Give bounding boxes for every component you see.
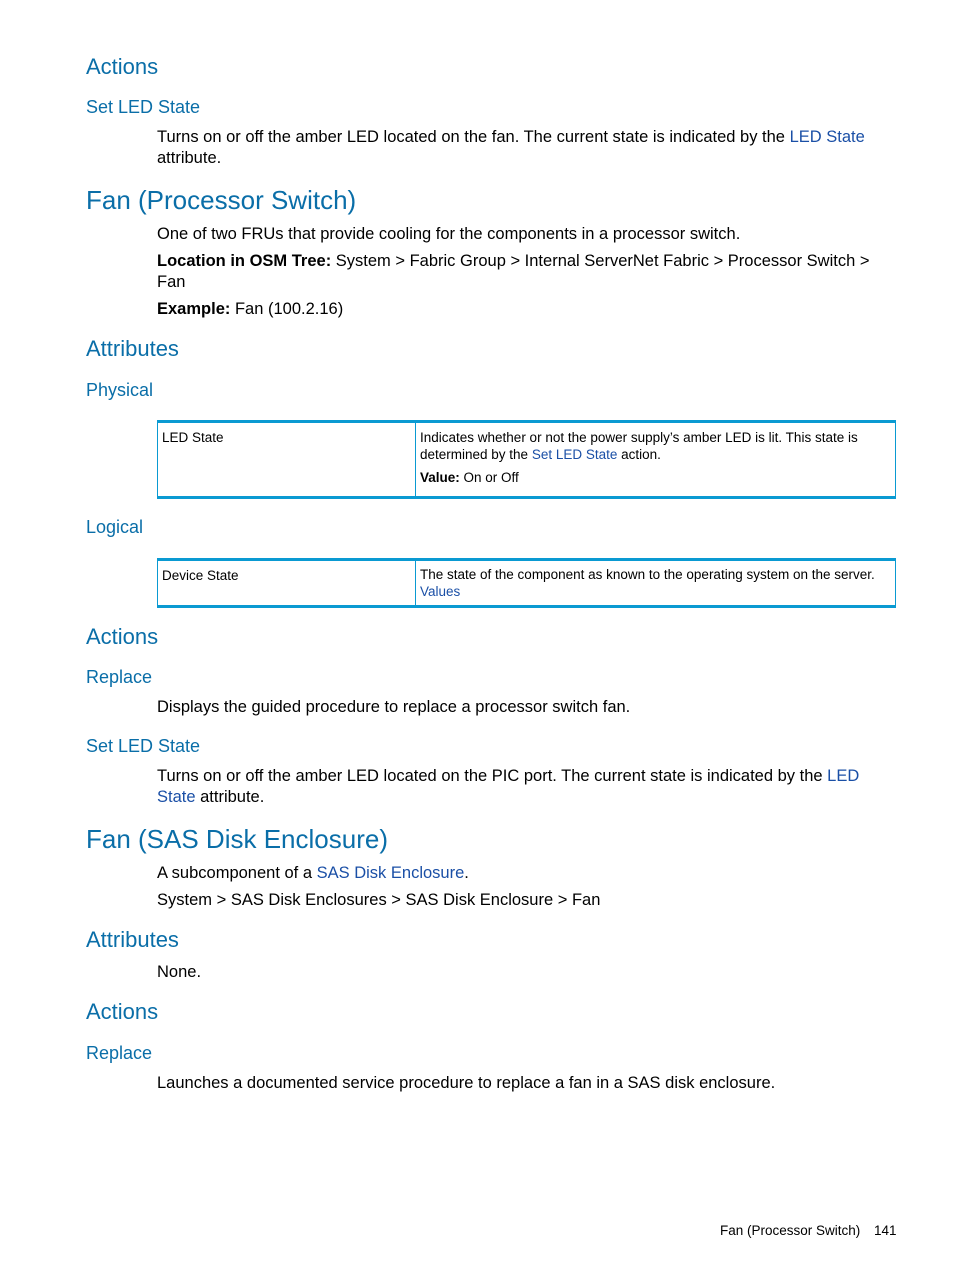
set-led-state-heading: Set LED State [86,736,201,756]
replace-description: Displays the guided procedure to replace a processor switch fan. [157,698,631,716]
fan-ps-intro: One of two FRUs that provide cooling for the components in a processor switch. [157,225,741,243]
fan-sas-disk-enclosure-title: Fan (SAS Disk Enclosure) [86,824,388,854]
logical-heading: Logical [86,517,144,537]
set-led-state-heading: Set LED State [86,97,201,117]
attribute-description-cell [416,423,895,496]
values-link[interactable]: Values [420,584,461,599]
replace-heading: Replace [86,667,153,687]
set-led-state-description [157,127,897,169]
description-text: Turns on or off the amber LED located on the fan. The current state is indicated by the [157,128,790,146]
attribute-name-cell [158,561,416,605]
value-label: Value: [420,470,460,485]
example-value: Fan (100.2.16) [230,300,344,318]
description-text: Turns on or off the amber LED located on the PIC port. The current state is indicated by the [157,767,828,785]
attribute-description: determined by the [420,447,532,462]
actions-heading: Actions [86,624,159,649]
set-led-state-description [157,766,897,808]
attributes-heading: Attributes [86,927,179,952]
location-value: Fan [157,273,186,291]
example [157,299,897,320]
fan-sas-intro [157,863,897,884]
description-text: attribute. [157,149,222,167]
replace-heading: Replace [86,1043,153,1063]
page-number: 141 [874,1223,897,1238]
replace-description: Launches a documented service procedure to replace a fan in a SAS disk enclosure. [157,1074,776,1092]
fan-processor-switch-title: Fan (Processor Switch) [86,185,357,215]
actions-heading: Actions [86,999,159,1024]
attribute-description-cell [416,561,895,605]
attribute-description: The state of the component as known to the operating system on the server. [420,567,875,582]
osm-path: System > SAS Disk Enclosures > SAS Disk Enclosure > Fan [157,891,601,909]
physical-heading: Physical [86,380,154,400]
intro-text: . [464,864,469,882]
intro-text: A subcomponent of a [157,864,317,882]
attribute-description: action. [617,447,661,462]
osm-location [157,251,897,293]
set-led-state-link[interactable]: Set LED State [531,447,618,462]
actions-heading: Actions [86,54,159,79]
attributes-none: None. [157,963,202,981]
footer-section-name: Fan (Processor Switch) [720,1223,861,1238]
led-state-link[interactable]: LED State [789,128,865,146]
attribute-name-cell [158,423,416,496]
physical-attributes-table [157,420,896,499]
attributes-heading: Attributes [86,336,179,361]
description-text: attribute. [195,788,265,806]
location-label: Location in OSM Tree: [157,252,332,270]
attribute-description: Indicates whether or not the power supply’s amber LED is lit. This state is [420,430,858,445]
value-text: On or Off [459,470,519,485]
logical-attributes-table [157,558,896,608]
example-label: Example: [157,300,231,318]
attribute-value [420,469,891,486]
attribute-name: LED State [162,430,224,445]
led-state-link[interactable]: LED [827,767,860,785]
led-state-link[interactable]: State [157,788,196,806]
location-value: System > Fabric Group > Internal ServerNet Fabric > Processor Switch > [331,252,870,270]
attribute-name: Device State [162,568,239,583]
sas-disk-enclosure-link[interactable]: SAS Disk Enclosure [316,864,465,882]
